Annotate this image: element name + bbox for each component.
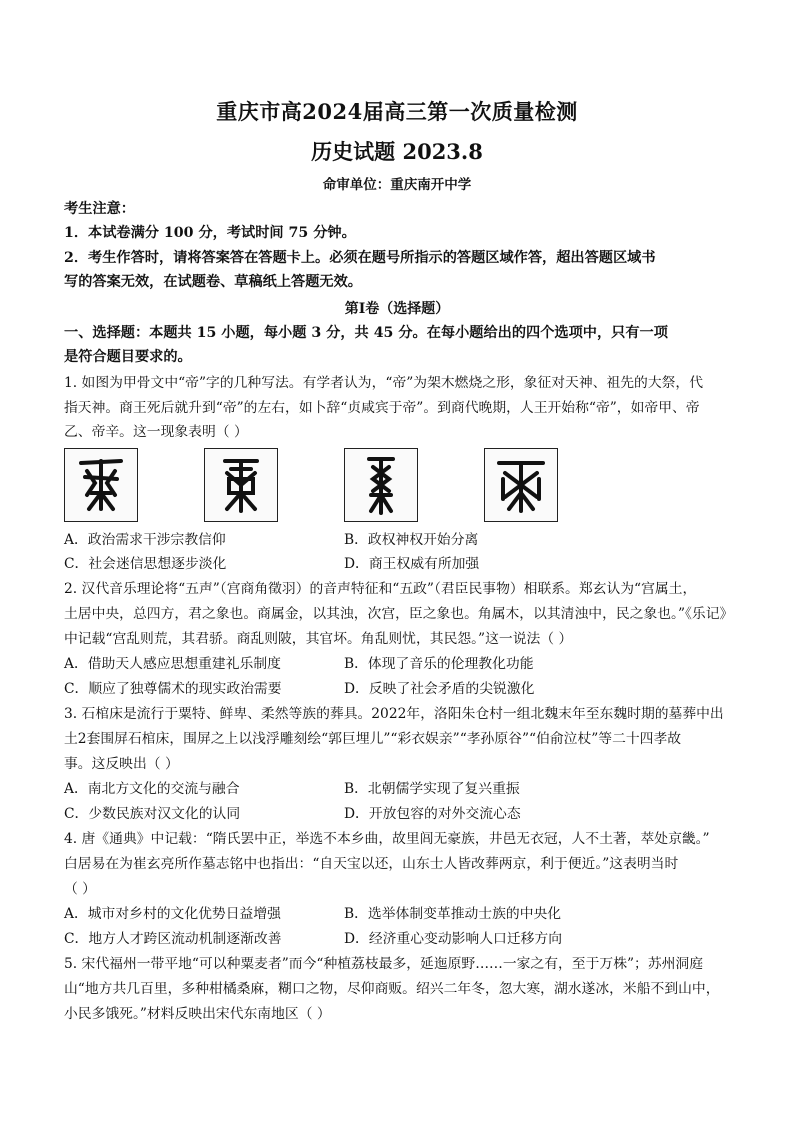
notice-item-2: 2．考生作答时，请将答案答在答题卡上。必须在题号所指示的答题区域作答，超出答题区域书 xyxy=(64,250,656,266)
question-2-option-a[interactable]: A．借助天人感应思想重建礼乐制度 xyxy=(64,656,281,672)
section-instructions-cont: 是符合题目要求的。 xyxy=(64,349,192,365)
question-1-text: 指天神。商王死后就升到“帝”的左右，如卜辞“贞咸宾于帝”。到商代晚期，人王开始称“帝”，如帝甲、帝 xyxy=(64,400,700,416)
oracle-glyph-figure-2 xyxy=(204,448,278,522)
question-4-option-b[interactable]: B．选举体制变革推动士族的中央化 xyxy=(344,906,562,922)
question-4-option-a[interactable]: A．城市对乡村的文化优势日益增强 xyxy=(64,906,281,922)
oracle-glyph-figure-1 xyxy=(64,448,138,522)
exam-unit: 命审单位：重庆南开中学 xyxy=(322,177,472,193)
question-3-option-c[interactable]: C．少数民族对汉文化的认同 xyxy=(64,806,241,822)
question-1-option-c[interactable]: C．社会迷信思想逐步淡化 xyxy=(64,556,227,572)
question-2-text: 2. 汉代音乐理论将“五声”（宫商角徵羽）的音声特征和“五政”（君臣民事物）相联系。郑玄认为“宫属土， xyxy=(64,581,697,597)
exam-subtitle: 历史试题 2023.8 xyxy=(311,139,483,164)
question-1-option-b[interactable]: B．政权神权开始分离 xyxy=(344,532,479,548)
question-3-text: 3. 石棺床是流行于粟特、鲜卑、柔然等族的葬具。2022年，洛阳朱仓村一组北魏末年至东魏时期的墓葬中出 xyxy=(64,706,724,722)
oracle-glyph-figure-4 xyxy=(484,448,558,522)
question-1-option-a[interactable]: A．政治需求干涉宗教信仰 xyxy=(64,532,226,548)
question-4-option-d[interactable]: D．经济重心变动影响人口迁移方向 xyxy=(344,931,563,947)
question-1-text: 乙、帝辛。这一现象表明（ ） xyxy=(64,424,248,440)
question-5-text: 5. 宋代福州一带平地“可以种粟麦者”而今“种植荔枝最多，延迤原野……一家之有，至于万株”；苏州洞庭 xyxy=(64,956,704,972)
question-3-text: 事。这反映出（ ） xyxy=(64,756,179,772)
question-2-option-c[interactable]: C．顺应了独尊儒术的现实政治需要 xyxy=(64,681,282,697)
notice-item-1: 1．本试卷满分 100 分，考试时间 75 分钟。 xyxy=(64,225,356,241)
question-2-text: 土居中央，总四方，君之象也。商属金，以其浊，次宫，臣之象也。角属木，以其清浊中，民之象也。”《乐记》 xyxy=(64,606,734,622)
notice-item-2-cont: 写的答案无效，在试题卷、草稿纸上答题无效。 xyxy=(64,274,362,290)
exam-title: 重庆市高2024届高三第一次质量检测 xyxy=(216,99,578,124)
question-5-text: 山“地方共几百里，多种柑橘桑麻，糊口之物，尽仰商贩。绍兴二年冬，忽大寒，湖水遂冰，米船不到山中， xyxy=(64,981,720,997)
question-4-text: 4. 唐《通典》中记载：“隋氏罢中正，举选不本乡曲，故里闾无豪族，井邑无衣冠，人不土著，萃处京畿。” xyxy=(64,831,710,847)
question-3-text: 土2套围屏石棺床，围屏之上以浅浮雕刻绘“郭巨埋儿”“彩衣娱亲”“孝孙原谷”“伯俞泣杖”等二十四孝故 xyxy=(64,731,682,747)
question-1-text: 1. 如图为甲骨文中“帝”字的几种写法。有学者认为，“帝”为架木燃烧之形，象征对天神、祖先的大祭，代 xyxy=(64,375,704,391)
question-2-option-b[interactable]: B．体现了音乐的伦理教化功能 xyxy=(344,656,534,672)
section-instructions: 一、选择题：本题共 15 小题，每小题 3 分，共 45 分。在每小题给出的四个选项中，只有一项 xyxy=(64,325,668,341)
question-3-option-b[interactable]: B．北朝儒学实现了复兴重振 xyxy=(344,781,520,797)
question-3-option-a[interactable]: A．南北方文化的交流与融合 xyxy=(64,781,240,797)
notice-heading: 考生注意： xyxy=(64,201,135,217)
question-5-text: 小民多饿死。”材料反映出宋代东南地区（ ） xyxy=(64,1006,331,1022)
question-1-option-d[interactable]: D．商王权威有所加强 xyxy=(344,556,480,572)
question-4-option-c[interactable]: C．地方人才跨区流动机制逐渐改善 xyxy=(64,931,282,947)
oracle-glyph-figure-3 xyxy=(344,448,418,522)
question-3-option-d[interactable]: D．开放包容的对外交流心态 xyxy=(344,806,521,822)
section-title: 第Ⅰ卷（选择题） xyxy=(344,301,450,317)
question-4-text: 白居易在为崔玄亮所作墓志铭中也指出：“自天宝以还，山东士人皆改葬两京，利于便近。”这表明当时 xyxy=(64,856,679,872)
question-2-option-d[interactable]: D．反映了社会矛盾的尖锐激化 xyxy=(344,681,535,697)
question-4-text: （ ） xyxy=(64,881,96,897)
question-2-text: 中记载“宫乱则荒，其君骄。商乱则陂，其官坏。角乱则忧，其民怨。”这一说法（ ） xyxy=(64,631,573,647)
